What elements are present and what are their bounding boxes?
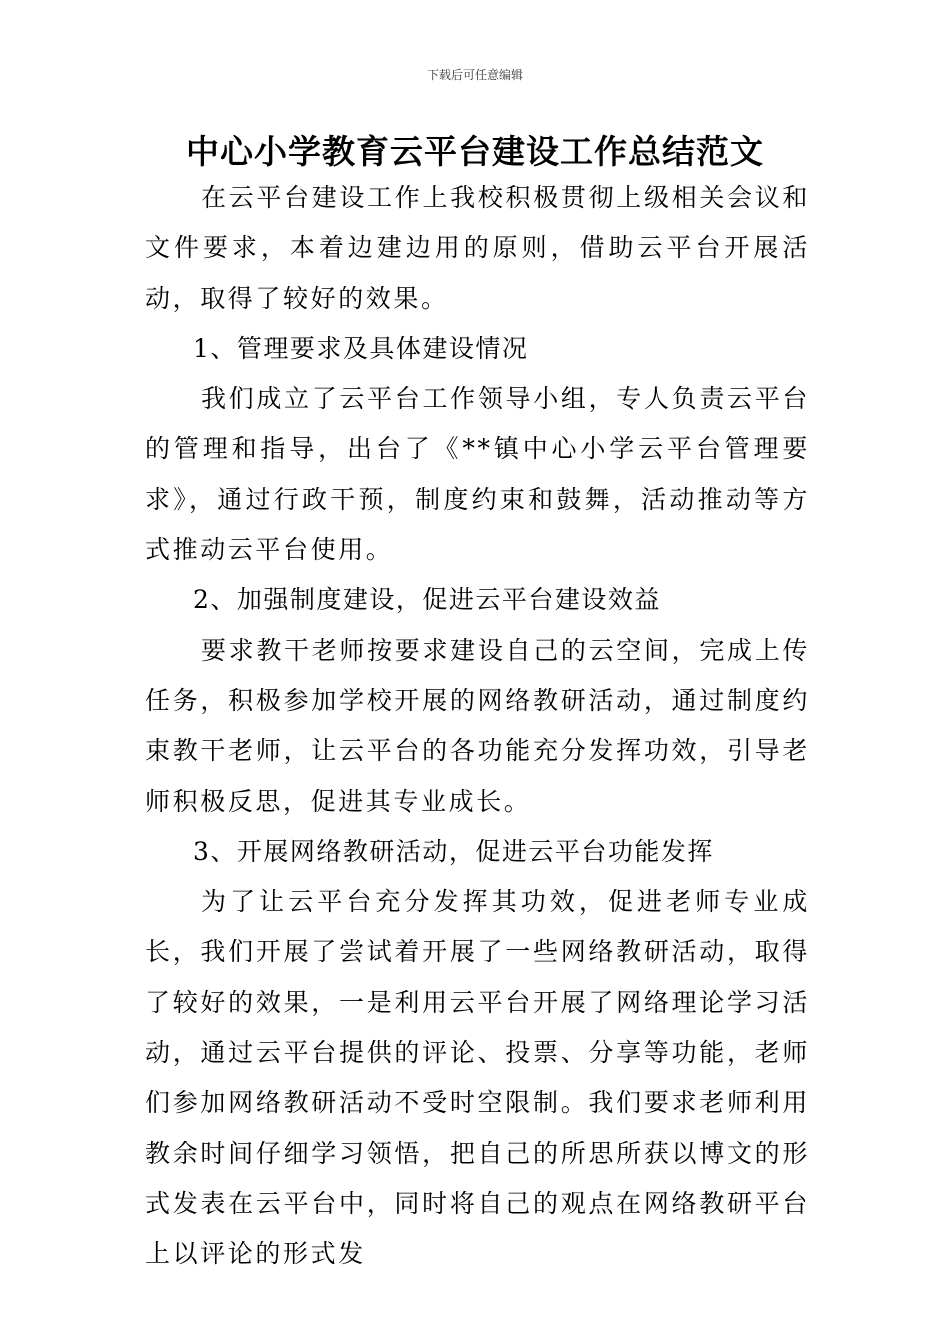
section-heading-1: 1、管理要求及具体建设情况 (193, 333, 529, 363)
document-title: 中心小学教育云平台建设工作总结范文 (186, 132, 764, 171)
body-paragraph-2: 要求教干老师按要求建设自己的云空间，完成上传任务，积极参加学校开展的网络教研活动，通过制度约束教干老师，让云平台的各功能充分发挥功效，引导老师积极反思，促进其专业成长。 (145, 635, 810, 816)
body-paragraph-1: 我们成立了云平台工作领导小组，专人负责云平台的管理和指导，出台了《**镇中心小学云平台管理要求》，通过行政干预，制度约束和鼓舞，活动推动等方式推动云平台使用。 (145, 384, 810, 565)
document-body (145, 173, 810, 1280)
header-note: 下载后可任意编辑 (426, 68, 523, 82)
section-heading-3: 3、开展网络教研活动，促进云平台功能发挥 (193, 836, 714, 866)
body-paragraph-intro: 在云平台建设工作上我校积极贯彻上级相关会议和文件要求，本着边建边用的原则，借助云平台开展活动，取得了较好的效果。 (145, 183, 810, 313)
body-paragraph-3: 为了让云平台充分发挥其功效，促进老师专业成长，我们开展了尝试着开展了一些网络教研活动，取得了较好的效果，一是利用云平台开展了网络理论学习活动，通过云平台提供的评论、投票、分享等功能，老师们参加网络教研活动不受时空限制。我们要求老师利用教余时间仔细学习领悟，把自己的所思所获以博文的形式发表在云平台中，同时将自己的观点在网络教研平台上以评论的形式发 (145, 887, 810, 1269)
section-heading-2: 2、加强制度建设，促进云平台建设效益 (193, 585, 661, 615)
